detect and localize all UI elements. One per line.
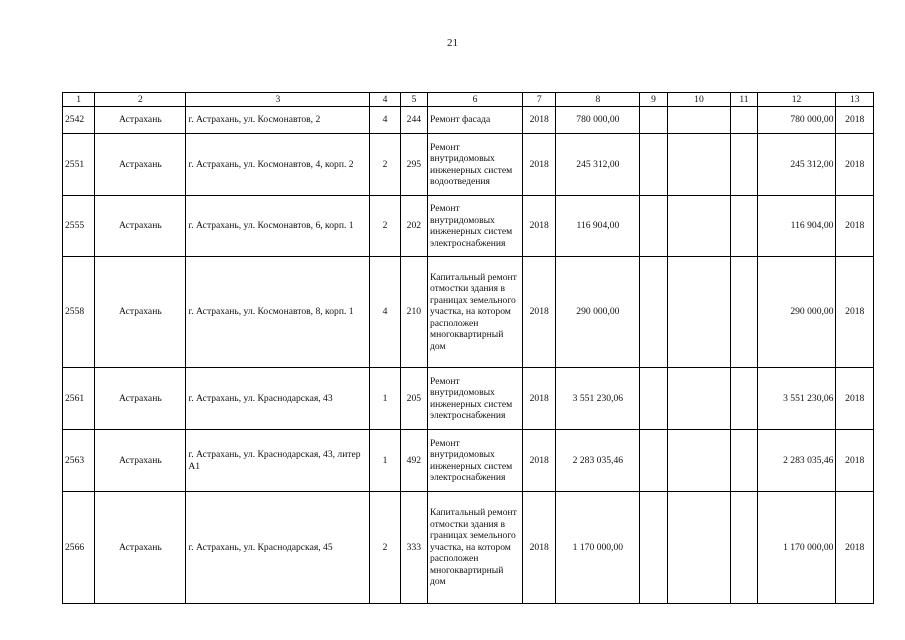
column-5-cell: 210 (400, 257, 427, 368)
column-9-cell (640, 134, 667, 196)
column-header: 11 (731, 93, 757, 107)
cost-cell: 245 312,00 (556, 134, 640, 196)
cost-cell: 3 551 230,06 (556, 368, 640, 430)
city-cell: Астрахань (95, 134, 186, 196)
row-id-cell: 2566 (63, 492, 95, 604)
cost-cell: 116 904,00 (556, 196, 640, 257)
column-4-cell: 4 (370, 107, 400, 134)
year-cell: 2018 (523, 107, 556, 134)
total-cost-cell: 290 000,00 (757, 257, 836, 368)
column-10-cell (667, 492, 731, 604)
column-number-row (63, 93, 874, 107)
city-cell: Астрахань (95, 257, 186, 368)
column-header: 5 (400, 93, 427, 107)
column-9-cell (640, 257, 667, 368)
column-10-cell (667, 368, 731, 430)
city-cell: Астрахань (95, 430, 186, 492)
column-11-cell (731, 134, 757, 196)
year-cell: 2018 (523, 196, 556, 257)
column-5-cell: 205 (400, 368, 427, 430)
address-cell: г. Астрахань, ул. Космонавтов, 2 (186, 107, 370, 134)
column-9-cell (640, 107, 667, 134)
completion-year-cell: 2018 (836, 107, 874, 134)
row-id-cell: 2551 (63, 134, 95, 196)
address-cell: г. Астрахань, ул. Космонавтов, 6, корп. 1 (186, 196, 370, 257)
completion-year-cell: 2018 (836, 492, 874, 604)
column-header: 6 (428, 93, 523, 107)
cost-cell: 1 170 000,00 (556, 492, 640, 604)
work-type-cell: Капитальный ремонт отмостки здания в границах земельного участка, на котором расположен многоквартирный дом (428, 492, 523, 604)
completion-year-cell: 2018 (836, 368, 874, 430)
cost-cell: 290 000,00 (556, 257, 640, 368)
total-cost-cell: 116 904,00 (757, 196, 836, 257)
work-type-cell: Ремонт внутридомовых инженерных систем электроснабжения (428, 430, 523, 492)
column-header: 8 (556, 93, 640, 107)
address-cell: г. Астрахань, ул. Краснодарская, 43 (186, 368, 370, 430)
cost-cell: 2 283 035,46 (556, 430, 640, 492)
column-4-cell: 2 (370, 492, 400, 604)
work-type-cell: Ремонт внутридомовых инженерных систем электроснабжения (428, 368, 523, 430)
column-11-cell (731, 107, 757, 134)
column-header: 9 (640, 93, 667, 107)
table-row (63, 492, 874, 604)
column-5-cell: 244 (400, 107, 427, 134)
year-cell: 2018 (523, 257, 556, 368)
row-id-cell: 2558 (63, 257, 95, 368)
column-header: 7 (523, 93, 556, 107)
address-cell: г. Астрахань, ул. Космонавтов, 8, корп. 1 (186, 257, 370, 368)
column-9-cell (640, 430, 667, 492)
year-cell: 2018 (523, 134, 556, 196)
work-type-cell: Ремонт внутридомовых инженерных систем электроснабжения (428, 196, 523, 257)
column-4-cell: 2 (370, 196, 400, 257)
column-10-cell (667, 107, 731, 134)
total-cost-cell: 1 170 000,00 (757, 492, 836, 604)
row-id-cell: 2561 (63, 368, 95, 430)
column-10-cell (667, 134, 731, 196)
column-9-cell (640, 492, 667, 604)
year-cell: 2018 (523, 368, 556, 430)
column-header: 13 (836, 93, 874, 107)
column-10-cell (667, 196, 731, 257)
completion-year-cell: 2018 (836, 196, 874, 257)
table-row (63, 134, 874, 196)
total-cost-cell: 245 312,00 (757, 134, 836, 196)
cost-cell: 780 000,00 (556, 107, 640, 134)
column-5-cell: 295 (400, 134, 427, 196)
table-row (63, 196, 874, 257)
column-4-cell: 2 (370, 134, 400, 196)
row-id-cell: 2542 (63, 107, 95, 134)
column-11-cell (731, 368, 757, 430)
city-cell: Астрахань (95, 107, 186, 134)
table-row (63, 368, 874, 430)
table-row (63, 107, 874, 134)
column-4-cell: 4 (370, 257, 400, 368)
column-4-cell: 1 (370, 368, 400, 430)
city-cell: Астрахань (95, 196, 186, 257)
address-cell: г. Астрахань, ул. Краснодарская, 45 (186, 492, 370, 604)
completion-year-cell: 2018 (836, 257, 874, 368)
table-row (63, 430, 874, 492)
work-type-cell: Ремонт фасада (428, 107, 523, 134)
column-4-cell: 1 (370, 430, 400, 492)
year-cell: 2018 (523, 492, 556, 604)
column-11-cell (731, 492, 757, 604)
completion-year-cell: 2018 (836, 430, 874, 492)
column-header: 2 (95, 93, 186, 107)
column-10-cell (667, 257, 731, 368)
address-cell: г. Астрахань, ул. Краснодарская, 43, литер А1 (186, 430, 370, 492)
completion-year-cell: 2018 (836, 134, 874, 196)
column-header: 10 (667, 93, 731, 107)
column-11-cell (731, 196, 757, 257)
column-5-cell: 202 (400, 196, 427, 257)
column-10-cell (667, 430, 731, 492)
column-header: 3 (186, 93, 370, 107)
address-cell: г. Астрахань, ул. Космонавтов, 4, корп. 2 (186, 134, 370, 196)
city-cell: Астрахань (95, 492, 186, 604)
page-number: 21 (447, 37, 458, 49)
column-header: 12 (757, 93, 836, 107)
column-9-cell (640, 368, 667, 430)
row-id-cell: 2555 (63, 196, 95, 257)
total-cost-cell: 2 283 035,46 (757, 430, 836, 492)
column-5-cell: 333 (400, 492, 427, 604)
total-cost-cell: 780 000,00 (757, 107, 836, 134)
column-9-cell (640, 196, 667, 257)
column-11-cell (731, 257, 757, 368)
capital-repair-table (62, 92, 874, 604)
work-type-cell: Ремонт внутридомовых инженерных систем водоотведения (428, 134, 523, 196)
column-header: 4 (370, 93, 400, 107)
row-id-cell: 2563 (63, 430, 95, 492)
column-11-cell (731, 430, 757, 492)
city-cell: Астрахань (95, 368, 186, 430)
year-cell: 2018 (523, 430, 556, 492)
table-row (63, 257, 874, 368)
total-cost-cell: 3 551 230,06 (757, 368, 836, 430)
work-type-cell: Капитальный ремонт отмостки здания в границах земельного участка, на котором расположен многоквартирный дом (428, 257, 523, 368)
column-header: 1 (63, 93, 95, 107)
column-5-cell: 492 (400, 430, 427, 492)
